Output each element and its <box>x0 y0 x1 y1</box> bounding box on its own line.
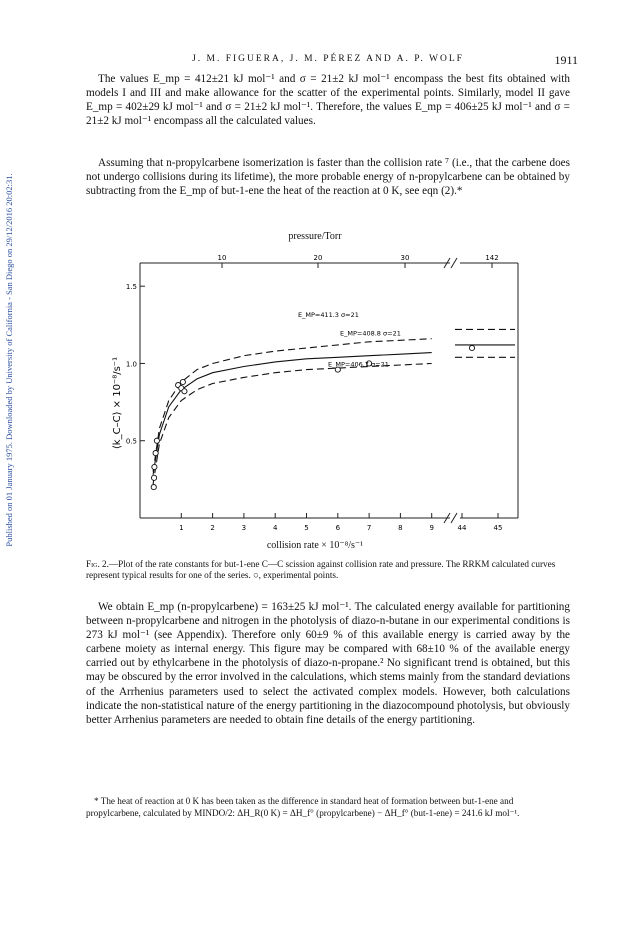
download-stamp: Published on 01 January 1975. Downloaded by University of California - San Diego on 29/12/2016 20:02:31. <box>4 173 14 547</box>
data-point <box>182 389 187 394</box>
axis-break-mark <box>451 258 457 268</box>
x-tick-label: 44 <box>457 524 467 532</box>
x-tick-label: 7 <box>366 524 372 532</box>
data-point <box>180 379 185 384</box>
data-point <box>151 484 156 489</box>
top-tick-label: 30 <box>400 254 410 262</box>
y-tick-label: 1.5 <box>125 283 137 292</box>
top-tick-label: 142 <box>485 254 499 262</box>
data-point <box>151 475 156 480</box>
footnote: * The heat of reaction at 0 K has been taken as the difference in standard heat of formation between but-1-ene and propylcarbene, calculated by MINDO/2: ΔH_R(0 K) = ΔH_f° (propylcarbene) − ΔH_f° (but-1-ene) = 241.6 kJ mol⁻¹. <box>86 796 520 818</box>
y-tick-label: 1.0 <box>125 360 137 369</box>
rate-constant-chart <box>100 243 540 533</box>
experimental-points <box>151 345 474 489</box>
series-label: E_MP=411.3 σ=21 <box>298 311 359 320</box>
rate-curve <box>153 339 432 472</box>
running-header <box>78 54 578 68</box>
header-authors: J. M. FIGUERA, J. M. PÉREZ AND A. P. WOLF <box>192 54 464 64</box>
axis-break-mark <box>451 513 457 523</box>
x-tick-label: 45 <box>493 524 503 532</box>
y-axis-title: ⟨k_C–C⟩ × 10⁻⁸/s⁻¹ <box>112 356 123 450</box>
top-axis-title: pressure/Torr <box>288 231 342 242</box>
paragraph-1: The values E_mp = 412±21 kJ mol⁻¹ and σ = 21±2 kJ mol⁻¹ encompass the best fits obtained with models I and III and make allowance for the scatter of the experimental points. Similarly, model II gave E_mp = 402±29 kJ mol⁻¹ and σ = 21±2 kJ mol⁻¹. Therefore, the values E_mp = 406±25 kJ mol⁻¹ and σ = 21±2 kJ mol⁻¹ encompass all the calculated values. <box>86 73 570 128</box>
x-tick-label: 8 <box>398 524 403 532</box>
x-tick-label: 5 <box>304 524 309 532</box>
paragraph-3: We obtain E_mp (n-propylcarbene) = 163±25 kJ mol⁻¹. The calculated energy available for partitioning between n-propylcarbene and nitrogen in the photolysis of diazo-n-butane in our experimental conditions is 273 kJ mol⁻¹ (see Appendix). Therefore only 60±9 % of this available energy is carried away by the carbene moiety as internal energy. This figure may be compared with 68±10 % of the available energy carried out by ethylcarbene in the photolysis of diazo-n-propane.² No significant trend is obtained, but this may be obscured by the error involved in the calculations, which stems mainly from the standard deviations of the Arrhenius parameters used to select the activated complex models. However, both calculations indicate the non-statistical nature of the energy partitioning in the diazocompound photolysis, but obviously better Arrhenius parameters are needed to obtain fine details of the energy partitioning. <box>86 601 570 726</box>
x-tick-label: 3 <box>241 524 247 532</box>
y-tick-label: 0.5 <box>125 437 137 446</box>
rate-curve <box>153 364 432 485</box>
series-label: E_MP=406.7 σ=21 <box>328 360 389 369</box>
x-tick-label: 1 <box>179 524 184 532</box>
chart-frame <box>140 258 518 523</box>
caption-label: Fig. 2. <box>86 559 109 569</box>
x-tick-label: 9 <box>429 524 434 532</box>
bottom-axis-title: collision rate × 10⁻⁸/s⁻¹ <box>266 540 364 551</box>
x-tick-label: 6 <box>335 524 341 532</box>
page-number: 1911 <box>554 53 578 67</box>
caption-text: —Plot of the rate constants for but-1-ene C—C scission against collision rate and pressure. The RRKM calculated curves represent typical results for one of the series. ○, experimental points. <box>86 559 556 581</box>
x-tick-label: 2 <box>210 524 215 532</box>
x-tick-label: 4 <box>272 524 278 532</box>
chart-curves <box>153 329 515 484</box>
figure-caption <box>86 559 570 582</box>
chart-legend <box>298 311 401 368</box>
data-point <box>152 464 157 469</box>
top-tick-label: 10 <box>217 254 227 262</box>
series-label: E_MP=408.8 σ=21 <box>340 329 401 338</box>
data-point <box>153 450 158 455</box>
top-tick-label: 20 <box>313 254 323 262</box>
data-point <box>469 345 474 350</box>
data-point <box>154 438 159 443</box>
paragraph-2: Assuming that n-propylcarbene isomerization is faster than the collision rate ⁷ (i.e., that the carbene does not undergo collisions during its lifetime), the more probable energy of n-propylcarbene can be obtained by subtracting from the E_mp of but-1-ene the heat of the reaction at 0 K, see eqn (2).* <box>86 157 570 198</box>
